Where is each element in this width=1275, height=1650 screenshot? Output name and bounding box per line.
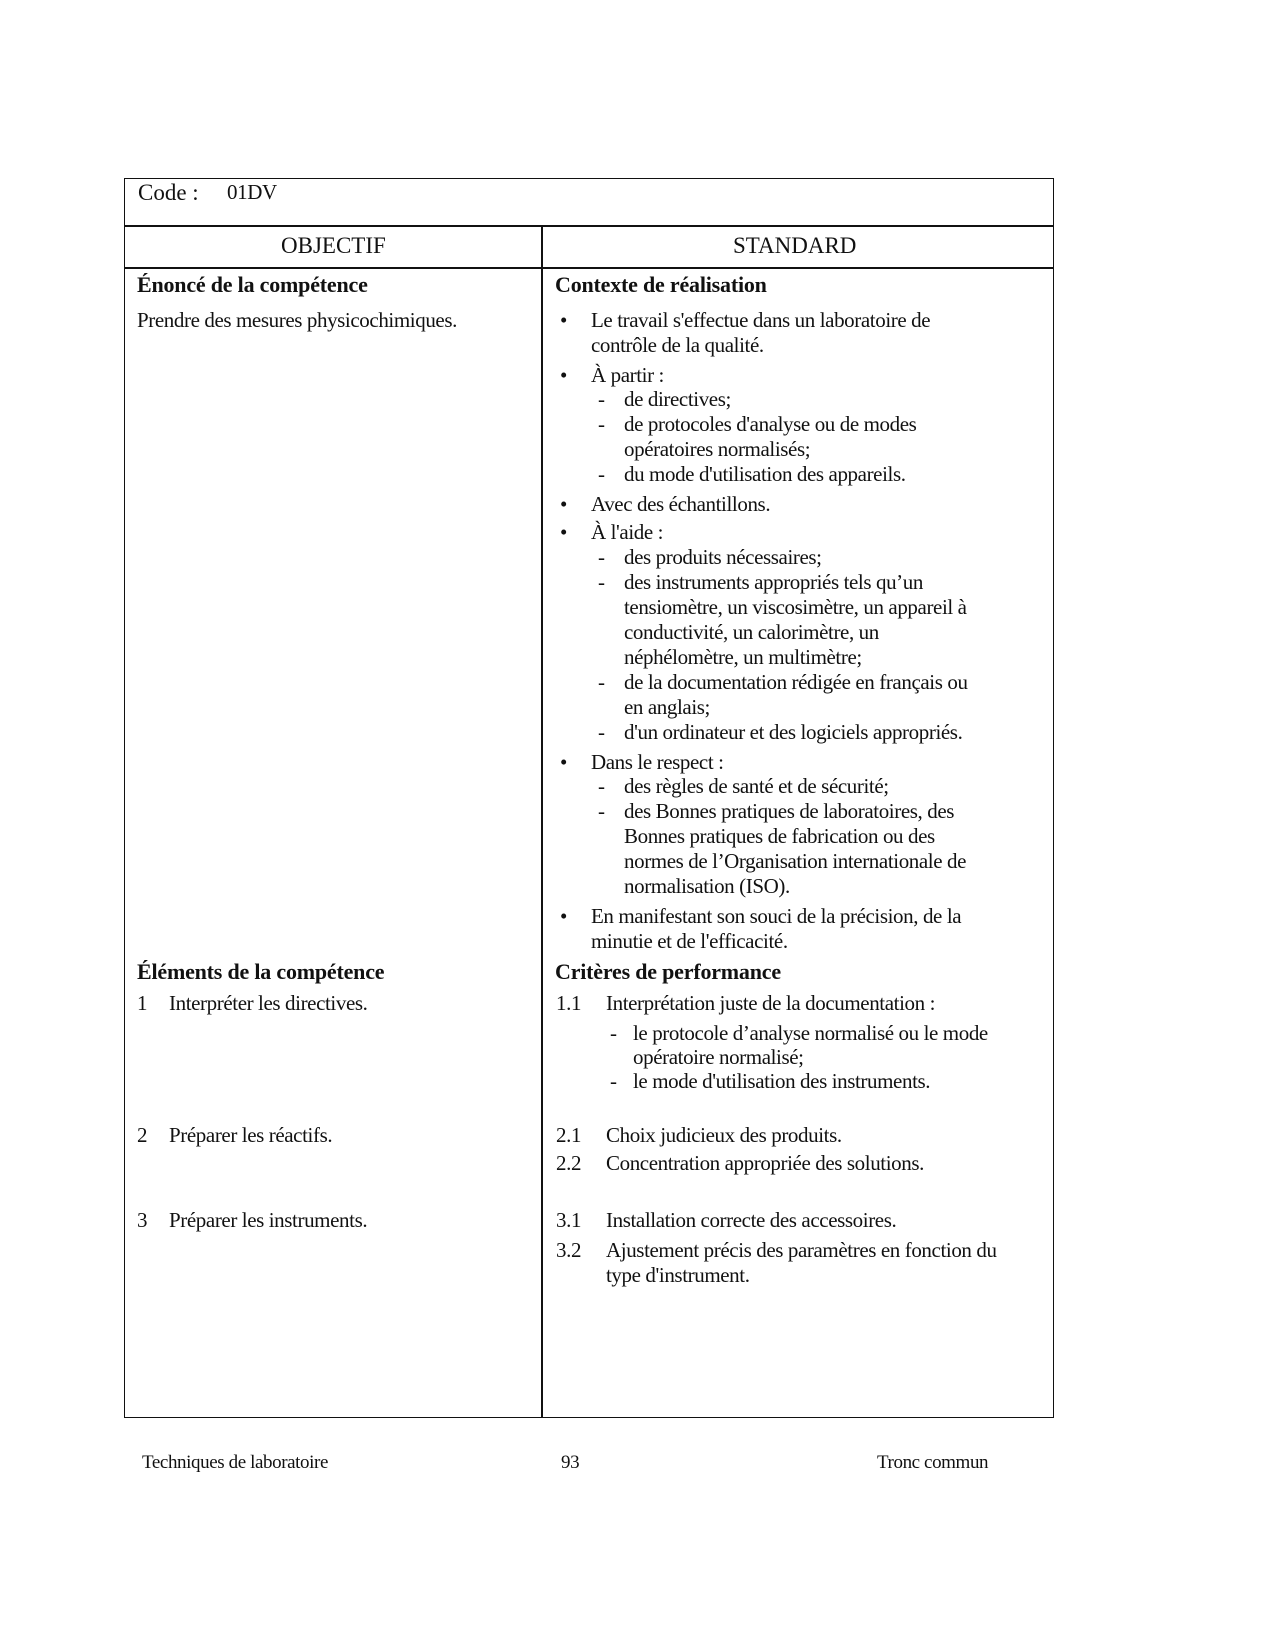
header-objectif: OBJECTIF bbox=[281, 233, 386, 258]
contexte-line: des Bonnes pratiques de laboratoires, des bbox=[624, 799, 955, 823]
code-label: Code : bbox=[138, 180, 199, 205]
contexte-title: Contexte de réalisation bbox=[555, 272, 767, 297]
contexte-line: normalisation (ISO). bbox=[624, 874, 790, 898]
criterion-text: type d'instrument. bbox=[606, 1263, 750, 1287]
bullet-icon: • bbox=[560, 520, 567, 544]
competence-table bbox=[124, 178, 1054, 1418]
header-standard: STANDARD bbox=[733, 233, 857, 258]
contexte-line: À l'aide : bbox=[591, 520, 664, 544]
column-divider bbox=[541, 225, 543, 1417]
dash-icon: - bbox=[598, 462, 605, 486]
contexte-line: opératoires normalisés; bbox=[624, 437, 811, 461]
dash-icon: - bbox=[610, 1021, 617, 1045]
contexte-line: Avec des échantillons. bbox=[591, 492, 771, 516]
contexte-line: contrôle de la qualité. bbox=[591, 333, 764, 357]
criterion-text: Installation correcte des accessoires. bbox=[606, 1208, 897, 1232]
contexte-line: des instruments appropriés tels qu’un bbox=[624, 570, 923, 594]
criterion-text: Concentration appropriée des solutions. bbox=[606, 1151, 924, 1175]
criterion-number: 2.1 bbox=[556, 1123, 582, 1147]
footer-section: Tronc commun bbox=[877, 1452, 989, 1473]
contexte-line: conductivité, un calorimètre, un bbox=[624, 620, 879, 644]
bullet-icon: • bbox=[560, 363, 567, 387]
contexte-line: Dans le respect : bbox=[591, 750, 724, 774]
dash-icon: - bbox=[598, 799, 605, 823]
criteres-title: Critères de performance bbox=[555, 959, 781, 984]
criterion-text: Interprétation juste de la documentation : bbox=[606, 991, 936, 1015]
footer-page-number: 93 bbox=[561, 1452, 580, 1473]
divider bbox=[124, 267, 1054, 269]
contexte-line: normes de l’Organisation internationale de bbox=[624, 849, 967, 873]
criterion-text: opératoire normalisé; bbox=[633, 1045, 804, 1069]
contexte-line: de la documentation rédigée en français ou bbox=[624, 670, 968, 694]
contexte-line: des produits nécessaires; bbox=[624, 545, 822, 569]
criterion-number: 3.2 bbox=[556, 1238, 582, 1262]
contexte-line: Le travail s'effectue dans un laboratoire de bbox=[591, 308, 931, 332]
element-number: 2 bbox=[137, 1123, 148, 1147]
contexte-line: des règles de santé et de sécurité; bbox=[624, 774, 889, 798]
dash-icon: - bbox=[598, 670, 605, 694]
contexte-line: de directives; bbox=[624, 387, 731, 411]
criterion-text: le mode d'utilisation des instruments. bbox=[633, 1069, 931, 1093]
element-text: Interpréter les directives. bbox=[169, 991, 368, 1015]
contexte-line: d'un ordinateur et des logiciels appropriés. bbox=[624, 720, 963, 744]
element-text: Préparer les instruments. bbox=[169, 1208, 368, 1232]
code-value: 01DV bbox=[227, 180, 277, 204]
contexte-line: En manifestant son souci de la précision, de la bbox=[591, 904, 962, 928]
element-number: 3 bbox=[137, 1208, 148, 1232]
contexte-line: du mode d'utilisation des appareils. bbox=[624, 462, 906, 486]
bullet-icon: • bbox=[560, 750, 567, 774]
dash-icon: - bbox=[598, 412, 605, 436]
dash-icon: - bbox=[598, 387, 605, 411]
criterion-number: 3.1 bbox=[556, 1208, 582, 1232]
contexte-line: en anglais; bbox=[624, 695, 710, 719]
element-number: 1 bbox=[137, 991, 148, 1015]
enonce-title: Énoncé de la compétence bbox=[137, 272, 368, 297]
bullet-icon: • bbox=[560, 904, 567, 928]
dash-icon: - bbox=[598, 720, 605, 744]
contexte-line: tensiomètre, un viscosimètre, un appareil à bbox=[624, 595, 967, 619]
bullet-icon: • bbox=[560, 308, 567, 332]
footer-program: Techniques de laboratoire bbox=[142, 1452, 328, 1473]
divider bbox=[124, 225, 1054, 227]
elements-title: Éléments de la compétence bbox=[137, 959, 385, 984]
contexte-line: néphélomètre, un multimètre; bbox=[624, 645, 862, 669]
dash-icon: - bbox=[598, 570, 605, 594]
dash-icon: - bbox=[610, 1069, 617, 1093]
enonce-text: Prendre des mesures physicochimiques. bbox=[137, 308, 457, 332]
dash-icon: - bbox=[598, 774, 605, 798]
criterion-number: 1.1 bbox=[556, 991, 582, 1015]
criterion-number: 2.2 bbox=[556, 1151, 582, 1175]
bullet-icon: • bbox=[560, 492, 567, 516]
criterion-text: Ajustement précis des paramètres en fonction du bbox=[606, 1238, 997, 1262]
contexte-line: À partir : bbox=[591, 363, 664, 387]
element-text: Préparer les réactifs. bbox=[169, 1123, 333, 1147]
dash-icon: - bbox=[598, 545, 605, 569]
criterion-text: le protocole d’analyse normalisé ou le mode bbox=[633, 1021, 988, 1045]
contexte-line: Bonnes pratiques de fabrication ou des bbox=[624, 824, 935, 848]
contexte-line: minutie et de l'efficacité. bbox=[591, 929, 788, 953]
contexte-line: de protocoles d'analyse ou de modes bbox=[624, 412, 917, 436]
criterion-text: Choix judicieux des produits. bbox=[606, 1123, 842, 1147]
